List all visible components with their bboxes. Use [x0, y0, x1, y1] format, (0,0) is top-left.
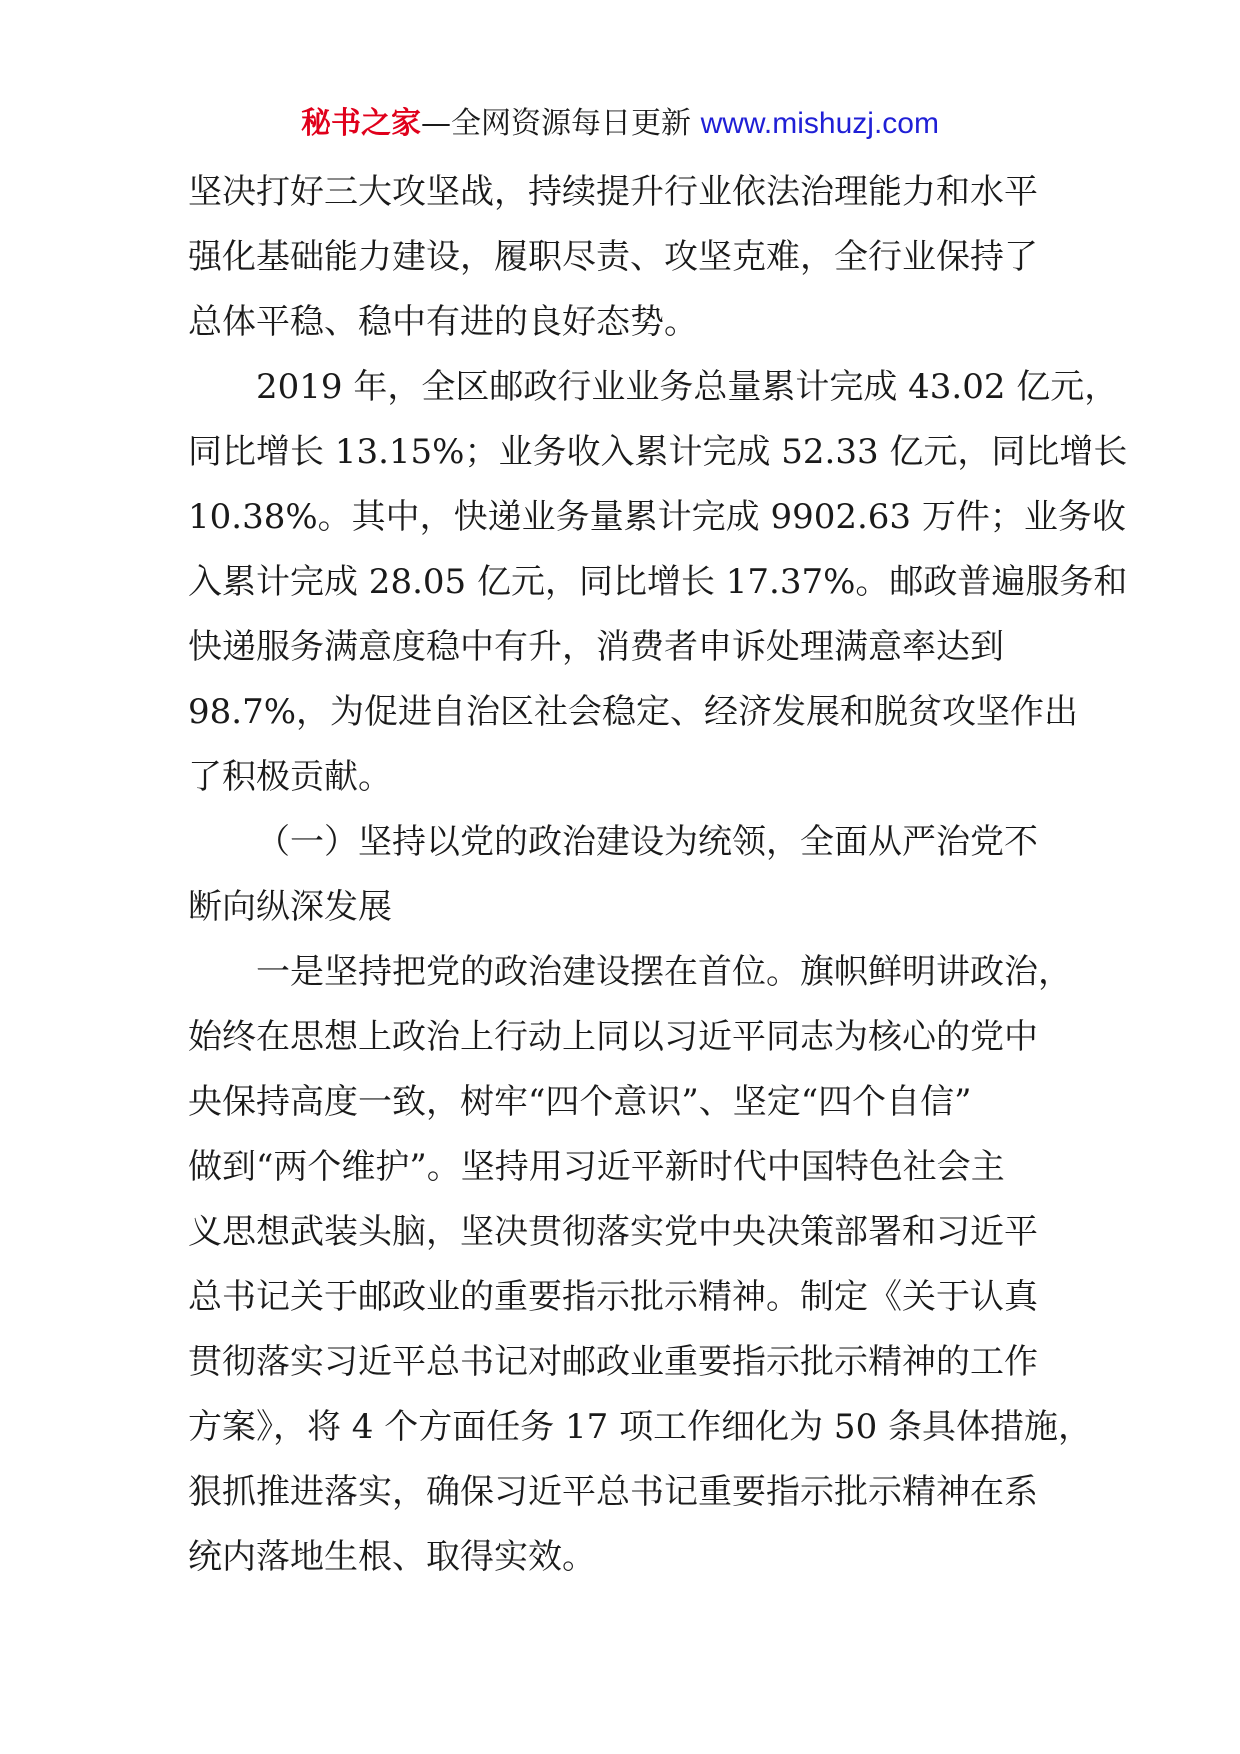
document-line: 方案》，将 4 个方面任务 17 项工作细化为 50 条具体措施，	[188, 1407, 1093, 1447]
document-line: （一）坚持以党的政治建设为统领，全面从严治党不	[256, 822, 1038, 862]
site-header	[0, 100, 1240, 148]
document-line: 统内落地生根、取得实效。	[188, 1537, 596, 1577]
document-line: 断向纵深发展	[188, 887, 392, 927]
document-line: 一是坚持把党的政治建设摆在首位。旗帜鲜明讲政治，	[256, 952, 1072, 992]
document-line: 义思想武装头脑，坚决贯彻落实党中央决策部署和习近平	[188, 1212, 1038, 1252]
site-url-link[interactable]: www.mishuzj.com	[700, 107, 939, 140]
document-line: 始终在思想上政治上行动上同以习近平同志为核心的党中	[188, 1017, 1038, 1057]
document-body	[188, 160, 1128, 1590]
document-line: 98.7%，为促进自治区社会稳定、经济发展和脱贫攻坚作出	[188, 692, 1079, 732]
document-line: 快递服务满意度稳中有升，消费者申诉处理满意率达到	[188, 627, 1004, 667]
header-tagline: —全网资源每日更新	[421, 106, 701, 141]
document-line: 贯彻落实习近平总书记对邮政业重要指示批示精神的工作	[188, 1342, 1038, 1382]
document-line: 同比增长 13.15%；业务收入累计完成 52.33 亿元，同比增长	[188, 432, 1128, 472]
document-line: 2019 年，全区邮政行业业务总量累计完成 43.02 亿元，	[256, 367, 1119, 407]
document-line: 强化基础能力建设，履职尽责、攻坚克难，全行业保持了	[188, 237, 1038, 277]
document-line: 做到“两个维护”。坚持用习近平新时代中国特色社会主	[188, 1147, 1005, 1187]
document-line: 10.38%。其中，快递业务量累计完成 9902.63 万件；业务收	[188, 497, 1126, 537]
document-line: 央保持高度一致，树牢“四个意识”、坚定“四个自信”	[188, 1082, 972, 1122]
document-line: 狠抓推进落实，确保习近平总书记重要指示批示精神在系	[188, 1472, 1038, 1512]
brand-name: 秘书之家	[301, 106, 422, 141]
document-line: 总书记关于邮政业的重要指示批示精神。制定《关于认真	[188, 1277, 1038, 1317]
document-line: 了积极贡献。	[188, 757, 392, 797]
document-line: 入累计完成 28.05 亿元，同比增长 17.37%。邮政普遍服务和	[188, 562, 1128, 602]
document-line: 坚决打好三大攻坚战，持续提升行业依法治理能力和水平	[188, 172, 1038, 212]
document-line: 总体平稳、稳中有进的良好态势。	[188, 302, 698, 342]
